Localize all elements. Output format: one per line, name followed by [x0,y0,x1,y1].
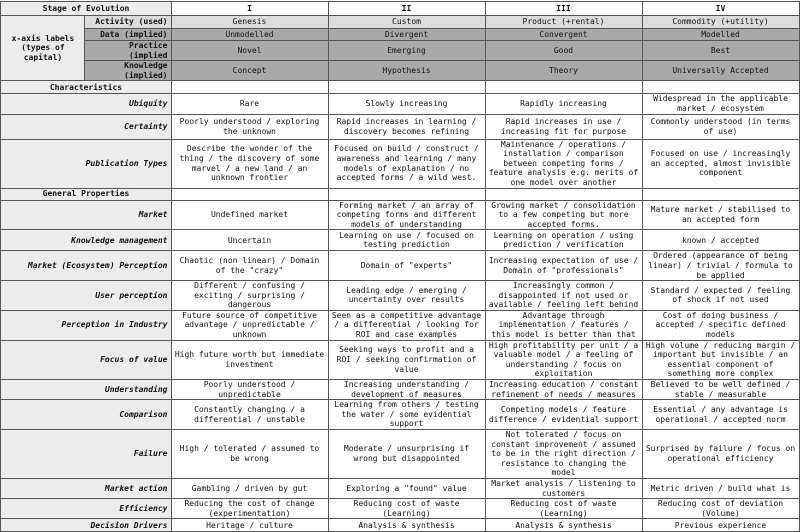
cell: Competing models / feature difference / evidential support [485,400,642,430]
row-label: Ubiquity [1,94,171,114]
empty-cell [328,81,485,94]
stage-header-2: II [328,2,485,16]
table-title: Stage of Evolution [1,2,171,16]
cell: Modelled [642,29,799,41]
cell: Commonly understood (in terms of use) [642,114,799,139]
cell: Cost of doing business / accepted / specific defined models [642,310,799,340]
stage-header-3: III [485,2,642,16]
table-row [1,380,799,400]
table-row [1,499,799,519]
cell: High profitability per unit / a valuable model / a feeling of understanding / focus on exploitation [485,340,642,379]
cell: Increasing education / constant refinement of needs / measures [485,380,642,400]
cell: Rapidly increasing [485,94,642,114]
cell: Previous experience [642,519,799,532]
empty-cell [171,188,328,200]
cell: Reducing cost of waste (Learning) [328,499,485,519]
cell: Future source of competitive advantage / unpredictable / unknown [171,310,328,340]
row-label: Market (Ecosystem) Perception [1,251,171,281]
row-label: Understanding [1,380,171,400]
cell: Analysis & synthesis [485,519,642,532]
cell: Essential / any advantage is operational / accepted norm [642,400,799,430]
empty-cell [328,188,485,200]
table-row [1,2,799,16]
row-label: Perception in Industry [1,310,171,340]
cell: Maintenance / operations / installation / comparison between competing forms / feature analysis e.g. merits of one model over another [485,139,642,188]
cell: Forming market / an array of competing forms and different models of understanding [328,200,485,230]
cell: Reducing the cost of change (experimentation) [171,499,328,519]
cell: Poorly understood / exploring the unknown [171,114,328,139]
cell: Universally Accepted [642,61,799,81]
row-label: Data (implied) [85,29,171,41]
row-label: Certainty [1,114,171,139]
cell: Convergent [485,29,642,41]
cell: Rare [171,94,328,114]
cell: High future worth but immediate investment [171,340,328,379]
cell: Seeking ways to profit and a ROI / seeking confirmation of value [328,340,485,379]
cell: Chaotic (non linear) / Domain of the "crazy" [171,251,328,281]
cell: Focused on use / increasingly an accepted, almost invisible component [642,139,799,188]
cell: Undefined market [171,200,328,230]
cell: Learning from others / testing the water / some evidential support [328,400,485,430]
empty-cell [171,81,328,94]
table-row [1,230,799,251]
row-label: Knowledge management [1,230,171,251]
cell: High volume / reducing margin / important but invisible / an essential component of something more complex [642,340,799,379]
table-row [1,139,799,188]
row-label: Focus of value [1,340,171,379]
cell: Best [642,41,799,61]
table-row [1,61,799,81]
empty-cell [485,188,642,200]
row-label: Market [1,200,171,230]
row-label: Practice (implied [85,41,171,61]
evolution-table [0,1,799,532]
cell: Standard / expected / feeling of shock if not used [642,281,799,311]
cell: Increasing understanding / development of measures [328,380,485,400]
cell: Custom [328,16,485,29]
row-label: Publication Types [1,139,171,188]
cell: Emerging [328,41,485,61]
cell: Concept [171,61,328,81]
cell: Focused on build / construct / awareness and learning / many models of explanation / no accepted forms / a wild west. [328,139,485,188]
cell: Slowly increasing [328,94,485,114]
row-label: Failure [1,430,171,479]
empty-cell [485,81,642,94]
row-label: Decision Drivers [1,519,171,532]
table-row [1,16,799,29]
cell: Mature market / stabilised to an accepted form [642,200,799,230]
cell: Surprised by failure / focus on operational efficiency [642,430,799,479]
cell: Market analysis / listening to customers [485,478,642,498]
section-header: Characteristics [1,81,171,94]
evolution-table-body [1,2,799,532]
cell: Rapid increases in use / increasing fit for purpose [485,114,642,139]
cell: Constantly changing / a differential / unstable [171,400,328,430]
row-label: Knowledge (implied) [85,61,171,81]
cell: Growing market / consolidation to a few competing but more accepted forms. [485,200,642,230]
empty-cell [642,188,799,200]
cell: Learning on use / focused on testing prediction [328,230,485,251]
cell: Learning on operation / using prediction / verification [485,230,642,251]
cell: Rapid increases in learning / discovery becomes refining [328,114,485,139]
cell: Divergent [328,29,485,41]
cell: Unmodelled [171,29,328,41]
cell: Hypothesis [328,61,485,81]
stage-header-1: I [171,2,328,16]
cell: Domain of "experts" [328,251,485,281]
cell: Seen as a competitive advantage / a differential / looking for ROI and case examples [328,310,485,340]
cell: Moderate / unsurprising if wrong but disappointed [328,430,485,479]
table-row [1,81,799,94]
stage-header-4: IV [642,2,799,16]
cell: Poorly understood / unpredictable [171,380,328,400]
cell: Theory [485,61,642,81]
table-row [1,41,799,61]
cell: Product (+rental) [485,16,642,29]
xaxis-group-label [1,16,85,81]
cell: Exploring a "found" value [328,478,485,498]
cell: Describe the wonder of the thing / the discovery of some marvel / a new land / an unknown frontier [171,139,328,188]
cell: Metric driven / build what is [642,478,799,498]
xaxis-group-label-line1: x-axis labels [11,33,75,43]
table-row [1,29,799,41]
table-row [1,519,799,532]
cell: Advantage through implementation / features / this model is better than that [485,310,642,340]
cell: High / tolerated / assumed to be wrong [171,430,328,479]
cell: Novel [171,41,328,61]
cell: known / accepted [642,230,799,251]
cell: Heritage / culture [171,519,328,532]
cell: Increasingly common / disappointed if not used or available / feeling left behind [485,281,642,311]
cell: Reducing cost of waste (Learning) [485,499,642,519]
row-label: Efficiency [1,499,171,519]
cell: Analysis & synthesis [328,519,485,532]
cell: Different / confusing / exciting / surprising / dangerous [171,281,328,311]
cell: Genesis [171,16,328,29]
empty-cell [642,81,799,94]
row-label: Comparison [1,400,171,430]
table-row [1,200,799,230]
cell: Ordered (appearance of being linear) / trivial / formula to be applied [642,251,799,281]
cell: Commodity (+utility) [642,16,799,29]
cell: Leading edge / emerging / uncertainty over results [328,281,485,311]
table-row [1,114,799,139]
table-row [1,310,799,340]
cell: Gambling / driven by gut [171,478,328,498]
table-row [1,340,799,379]
cell: Widespread in the applicable market / ecosystem [642,94,799,114]
table-row [1,478,799,498]
table-row [1,400,799,430]
cell: Reducing cost of deviation (Volume) [642,499,799,519]
table-row [1,251,799,281]
cell: Increasing expectation of use / Domain of "professionals" [485,251,642,281]
table-row [1,281,799,311]
table-row [1,94,799,114]
cell: Not tolerated / focus on constant improvement / assumed to be in the right direction / resistance to changing the model [485,430,642,479]
cell: Good [485,41,642,61]
cell: Uncertain [171,230,328,251]
section-header: General Properties [1,188,171,200]
xaxis-group-label-line2: (types of capital) [21,43,65,62]
table-row [1,188,799,200]
row-label: Activity (used) [85,16,171,29]
row-label: Market action [1,478,171,498]
row-label: User perception [1,281,171,311]
table-row [1,430,799,479]
cell: Believed to be well defined / stable / measurable [642,380,799,400]
